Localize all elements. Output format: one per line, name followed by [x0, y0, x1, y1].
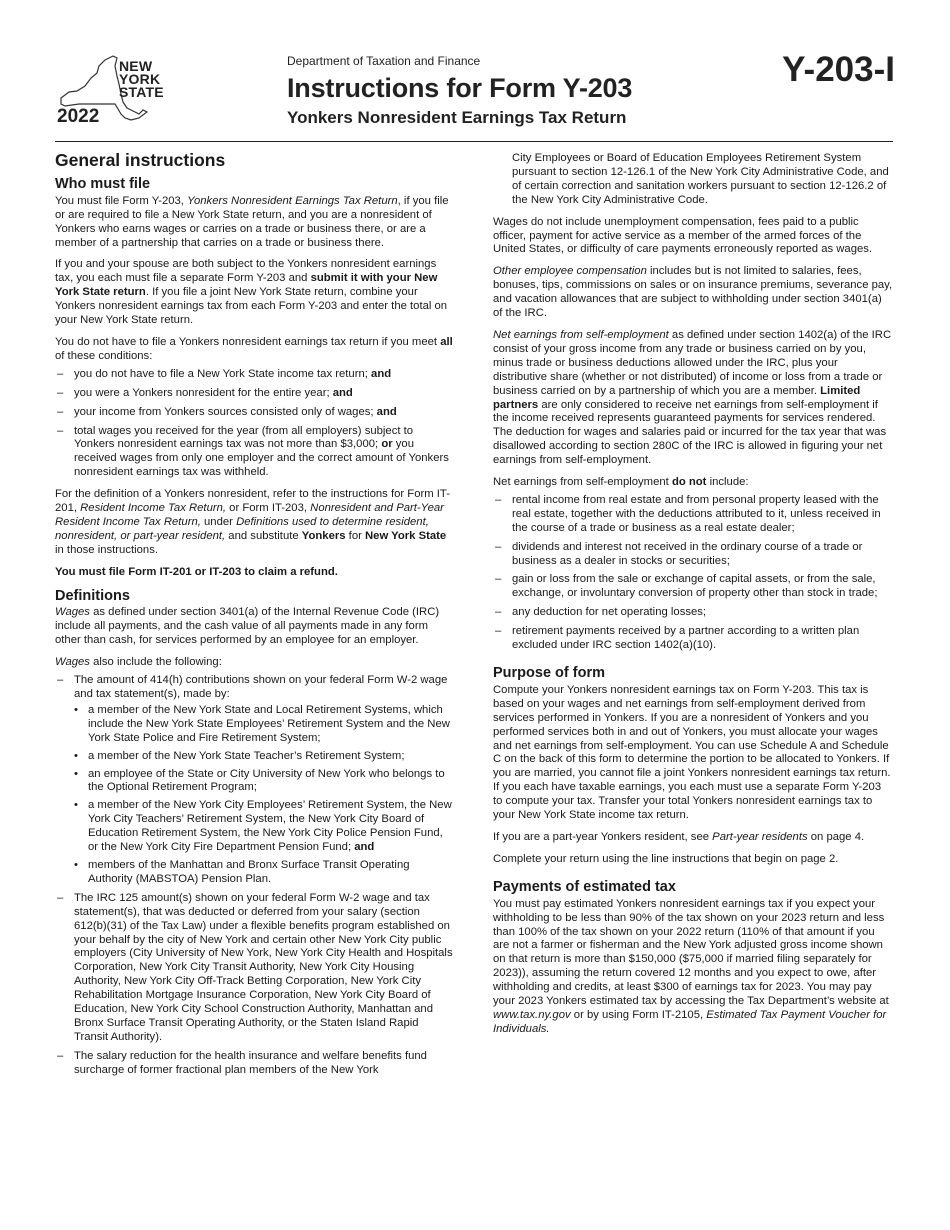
- text-bold: do not: [671, 476, 707, 489]
- text: includes but is not limited to salaries, fees, bonuses, tips, commissions on sales or on insurance premiums, severance pay, and vacation allowances that are subject to withholding under section 3401(a) of the IRC.: [493, 265, 893, 320]
- text: your income from Yonkers sources consisted only of wages;: [74, 405, 377, 418]
- text: on page 4.: [807, 830, 865, 843]
- list-item: – retirement payments received by a partner according to a written plan excluded under IRC section 1402(a)(10).: [493, 625, 893, 653]
- text: as defined under section 3401(a) of the Internal Revenue Code (IRC) include all payments, and the cash value of all payments made in any form other than cash, for services performed by an employee for an employer.: [55, 606, 440, 647]
- text-italic: Yonkers Nonresident Earnings Tax Return: [187, 194, 398, 207]
- list-item: [55, 425, 455, 481]
- text: are only considered to receive net earnings from self-employment if the income received represents guaranteed payments for services rendered. The deduction for wages and salaries paid or incurred for the tax year that was disallowed according to section 280C of the IRC is allowed in figuring your net earnings from self-employment.: [493, 398, 887, 467]
- text: you were a Yonkers nonresident for the entire year;: [74, 386, 333, 399]
- retirement-systems-list: [74, 704, 455, 887]
- text: as defined under section 1402(a) of the IRC consist of your gross income from any trade or business carried on by you, minus trade or business deductions allowed under the IRC, plus your distributive share (whether or not distributed) of income or loss from a trade or business carried on by a partnership of which you are a member.: [493, 328, 892, 397]
- wages-also-paragraph: [55, 656, 455, 670]
- website-link[interactable]: www.tax.ny.gov: [493, 1008, 571, 1021]
- text-italic: Part-year residents: [712, 830, 808, 843]
- logo-line-new: NEW: [119, 58, 153, 74]
- part-year-paragraph: [493, 831, 893, 845]
- list-item: – any deduction for net operating losses;: [493, 606, 893, 620]
- list-item: [55, 368, 455, 382]
- logo-year: 2022: [57, 106, 100, 127]
- department-name: Department of Taxation and Finance: [287, 54, 481, 68]
- complete-return-paragraph: Complete your return using the line instructions that begin on page 2.: [493, 852, 839, 865]
- logo-line-state: STATE: [119, 84, 164, 100]
- text-italic: Wages: [55, 606, 90, 619]
- right-column: [493, 152, 893, 1045]
- who-must-file-paragraph-3: [55, 336, 455, 364]
- conditions-list: [55, 368, 455, 480]
- list-item: [55, 1050, 455, 1078]
- net-earnings-exclude-intro: [493, 476, 893, 490]
- text: , if you file or are required to file a New York State return, and you are a nonresident of Yonkers who earns wages or carries on a trade or business there, or are a member of a partnership that carries on a trade or business there.: [55, 194, 449, 249]
- text: an employee of the State or City University of New York who belongs to the Optional Retirement Program;: [88, 767, 445, 794]
- text: you received wages from only one employer and the correct amount of Yonkers nonresident earnings tax was withheld.: [74, 438, 449, 479]
- net-earnings-exclude-list: [493, 494, 893, 653]
- text: . If you file a joint New York State return, combine your Yonkers nonresident earnings tax from each Form Y-203 and enter the total on your New York State return.: [55, 286, 448, 327]
- who-must-file-paragraph-2: [55, 258, 455, 328]
- net-earnings-paragraph: [493, 329, 893, 468]
- who-must-file-paragraph-1: [55, 195, 455, 251]
- list-item: [74, 859, 455, 887]
- wages-definition-paragraph: [55, 606, 455, 648]
- list-item: [55, 406, 455, 420]
- text: under: [200, 515, 237, 528]
- text: include:: [706, 476, 749, 489]
- text-italic: Estimated Tax Payment Voucher for Individuals.: [493, 1008, 887, 1035]
- text: a member of the New York City Employees’ Retirement System, the New York City Teachers’ Retirement System, the New York City Board of Education Retirement System, the New York City Police Pension Fund, or the New York City Fire Department Pension Fund;: [88, 799, 452, 854]
- estimated-tax-heading: Payments of estimated tax: [493, 878, 676, 895]
- text: You must pay estimated Yonkers nonresident earnings tax if you expect your withholding to be less than 90% of the tax shown on your 2023 return and less than 100% of the tax shown on your 2022 return (110% of that amount if you are not a farmer or fisherman and the New York adjusted gross income shown on that return is more than $150,000 ($75,000 if married filing separately for 2023)), assuming the return covered 12 months and you expect to owe, after withholding and credits, at least $300 of earnings tax for 2023. You may pay your 2023 Yonkers estimated tax by accessing the Tax Department’s website at: [493, 897, 889, 1008]
- list-item: [55, 387, 455, 401]
- purpose-paragraph: Compute your Yonkers nonresident earnings tax on Form Y-203. This tax is based on your wages and net earnings from self-employment derived from services performed in Yonkers. If you are a nonresident of Yonkers and you performed services both in and out of Yonkers, you must allocate your wages and net earnings from self-employment. You can use Schedule A and Schedule C on the back of this form to determine the portion to be allocated to Yonkers. If you are married, you cannot file a joint Yonkers nonresident earnings tax return. If you each have taxable earnings, you each must use a separate Form Y-203 to compute your tax. Transfer your total Yonkers nonresident earnings tax to your New York State income tax return.: [493, 683, 891, 822]
- list-item: [55, 892, 455, 1045]
- text-bold: and: [371, 367, 392, 380]
- page-title: Instructions for Form Y-203: [287, 73, 633, 103]
- text-bold: Limited partners: [493, 384, 861, 411]
- text-bold: You must file Form IT-201 or IT-203 to claim a refund.: [55, 565, 338, 578]
- text: If you are a part-year Yonkers resident, see: [493, 830, 713, 843]
- wages-include-list: [55, 674, 455, 1077]
- logo-state-name: [119, 60, 164, 99]
- text: and substitute: [225, 529, 302, 542]
- text-bold: Yonkers: [301, 529, 346, 542]
- text: The salary reduction for the health insurance and welfare benefits fund surcharge of former fractional plan members of the New York: [74, 1049, 427, 1076]
- salary-reduction-continued: City Employees or Board of Education Employees Retirement System pursuant to section 12-126.1 of the New York City Administrative Code, and of certain correction and sanitation workers pursuant to section 12-126.2 of the New York City Administrative Code.: [512, 152, 889, 206]
- text-italic: Wages: [55, 656, 90, 669]
- text: also include the following:: [89, 656, 222, 669]
- text: in those instructions.: [55, 543, 158, 556]
- list-item: [74, 768, 455, 796]
- logo-line-york: YORK: [119, 71, 161, 87]
- nys-logo: [55, 48, 185, 128]
- text-italic: Nonresident and Part-Year Resident Income Tax Return,: [55, 502, 444, 528]
- refund-note: [55, 566, 455, 580]
- other-compensation-paragraph: [493, 265, 893, 321]
- text: a member of the New York State Teacher’s Retirement System;: [88, 749, 405, 762]
- text-bold: submit it with your New York State return: [55, 272, 438, 299]
- list-item: [74, 799, 455, 855]
- text: total wages you received for the year (from all employers) subject to Yonkers nonresident earnings tax was not more than $3,000;: [74, 424, 414, 451]
- page-subtitle: Yonkers Nonresident Earnings Tax Return: [287, 108, 627, 127]
- wages-exclusions-paragraph: Wages do not include unemployment compensation, fees paid to a public officer, payment for active service as a member of the armed forces of the United States, or difficulty of care payments erroneously reported as wages.: [493, 215, 873, 256]
- text-italic: Other employee compensation: [493, 265, 647, 278]
- list-item: [74, 750, 455, 764]
- text-bold: and: [354, 841, 375, 854]
- nonresident-definition-paragraph: [55, 488, 455, 558]
- text-italic: Net earnings from self-employment: [493, 328, 669, 341]
- list-item: – gain or loss from the sale or exchange of capital assets, or from the sale, exchange, or involuntary conversion of property other than stock in trade;: [493, 573, 893, 601]
- text: of these conditions:: [55, 349, 153, 362]
- text: you do not have to file a New York State income tax return;: [74, 367, 372, 380]
- left-column: [55, 152, 455, 1086]
- text: You do not have to file a Yonkers nonresident earnings tax return if you meet: [55, 335, 441, 348]
- text: Net earnings from self-employment: [493, 476, 672, 489]
- text: for: [345, 529, 366, 542]
- text: The amount of 414(h) contributions shown on your federal Form W-2 wage and tax statement(s), made by:: [74, 674, 448, 700]
- who-must-file-heading: Who must file: [55, 175, 151, 192]
- list-item: – rental income from real estate and from personal property leased with the real estate, together with the deductions attributed to it, unless received in the course of a trade or business as a real estate dealer;: [493, 494, 893, 536]
- text: a member of the New York State and Local Retirement Systems, which include the New York State Employees’ Retirement System and the New York State Police and Fire Retirement System;: [88, 703, 450, 744]
- text: or Form IT-203,: [226, 502, 311, 515]
- text-bold: all: [440, 335, 453, 348]
- text-italic: Resident Income Tax Return,: [80, 502, 227, 515]
- text: The IRC 125 amount(s) shown on your federal Form W-2 wage and tax statement(s), that was deducted or deferred from your salary (section 612(b)(31) of the Tax Law) under a flexible benefits program established on your behalf by the city of New York and certain other New York City public employers (City University of New York, New York City Health and Hospitals Corporation, New York City Transit Authority, New York City Housing Authority, New York City Off-Track Betting Corporation, New York City Rehabilitation Mortgage Insurance Corporation, New York City Board of Education, New York City School Construction Authority, Manhattan and Bronx Surface Transit Operating Authority, or the Staten Island Rapid Transit Authority).: [74, 891, 453, 1043]
- text-bold: and: [376, 405, 397, 418]
- header-divider: [55, 141, 893, 142]
- definitions-heading: Definitions: [55, 587, 130, 604]
- text: You must file Form Y-203,: [55, 194, 188, 207]
- text-bold: and: [332, 386, 353, 399]
- text-bold: or: [381, 438, 393, 451]
- text: or by using Form IT-2105,: [570, 1008, 707, 1021]
- text: members of the Manhattan and Bronx Surface Transit Operating Authority (MABSTOA) Pension Plan.: [88, 858, 410, 885]
- text-bold: New York State: [365, 529, 447, 542]
- list-item: [74, 704, 455, 746]
- form-id: Y-203-I: [782, 50, 895, 89]
- purpose-of-form-heading: Purpose of form: [493, 665, 605, 681]
- text: If you and your spouse are both subject to the Yonkers nonresident earnings tax, you each must file a separate Form Y-203 and: [55, 258, 437, 285]
- estimated-tax-paragraph: [493, 898, 893, 1037]
- list-item: – dividends and interest not received in the ordinary course of a trade or business as a dealer in stocks or securities;: [493, 541, 893, 569]
- general-instructions-heading: General instructions: [55, 150, 226, 170]
- text: For the definition of a Yonkers nonresident, refer to the instructions for Form IT-201,: [55, 488, 450, 515]
- text-italic: Definitions used to determine resident, nonresident, or part-year resident,: [55, 515, 429, 542]
- list-item: [55, 674, 455, 887]
